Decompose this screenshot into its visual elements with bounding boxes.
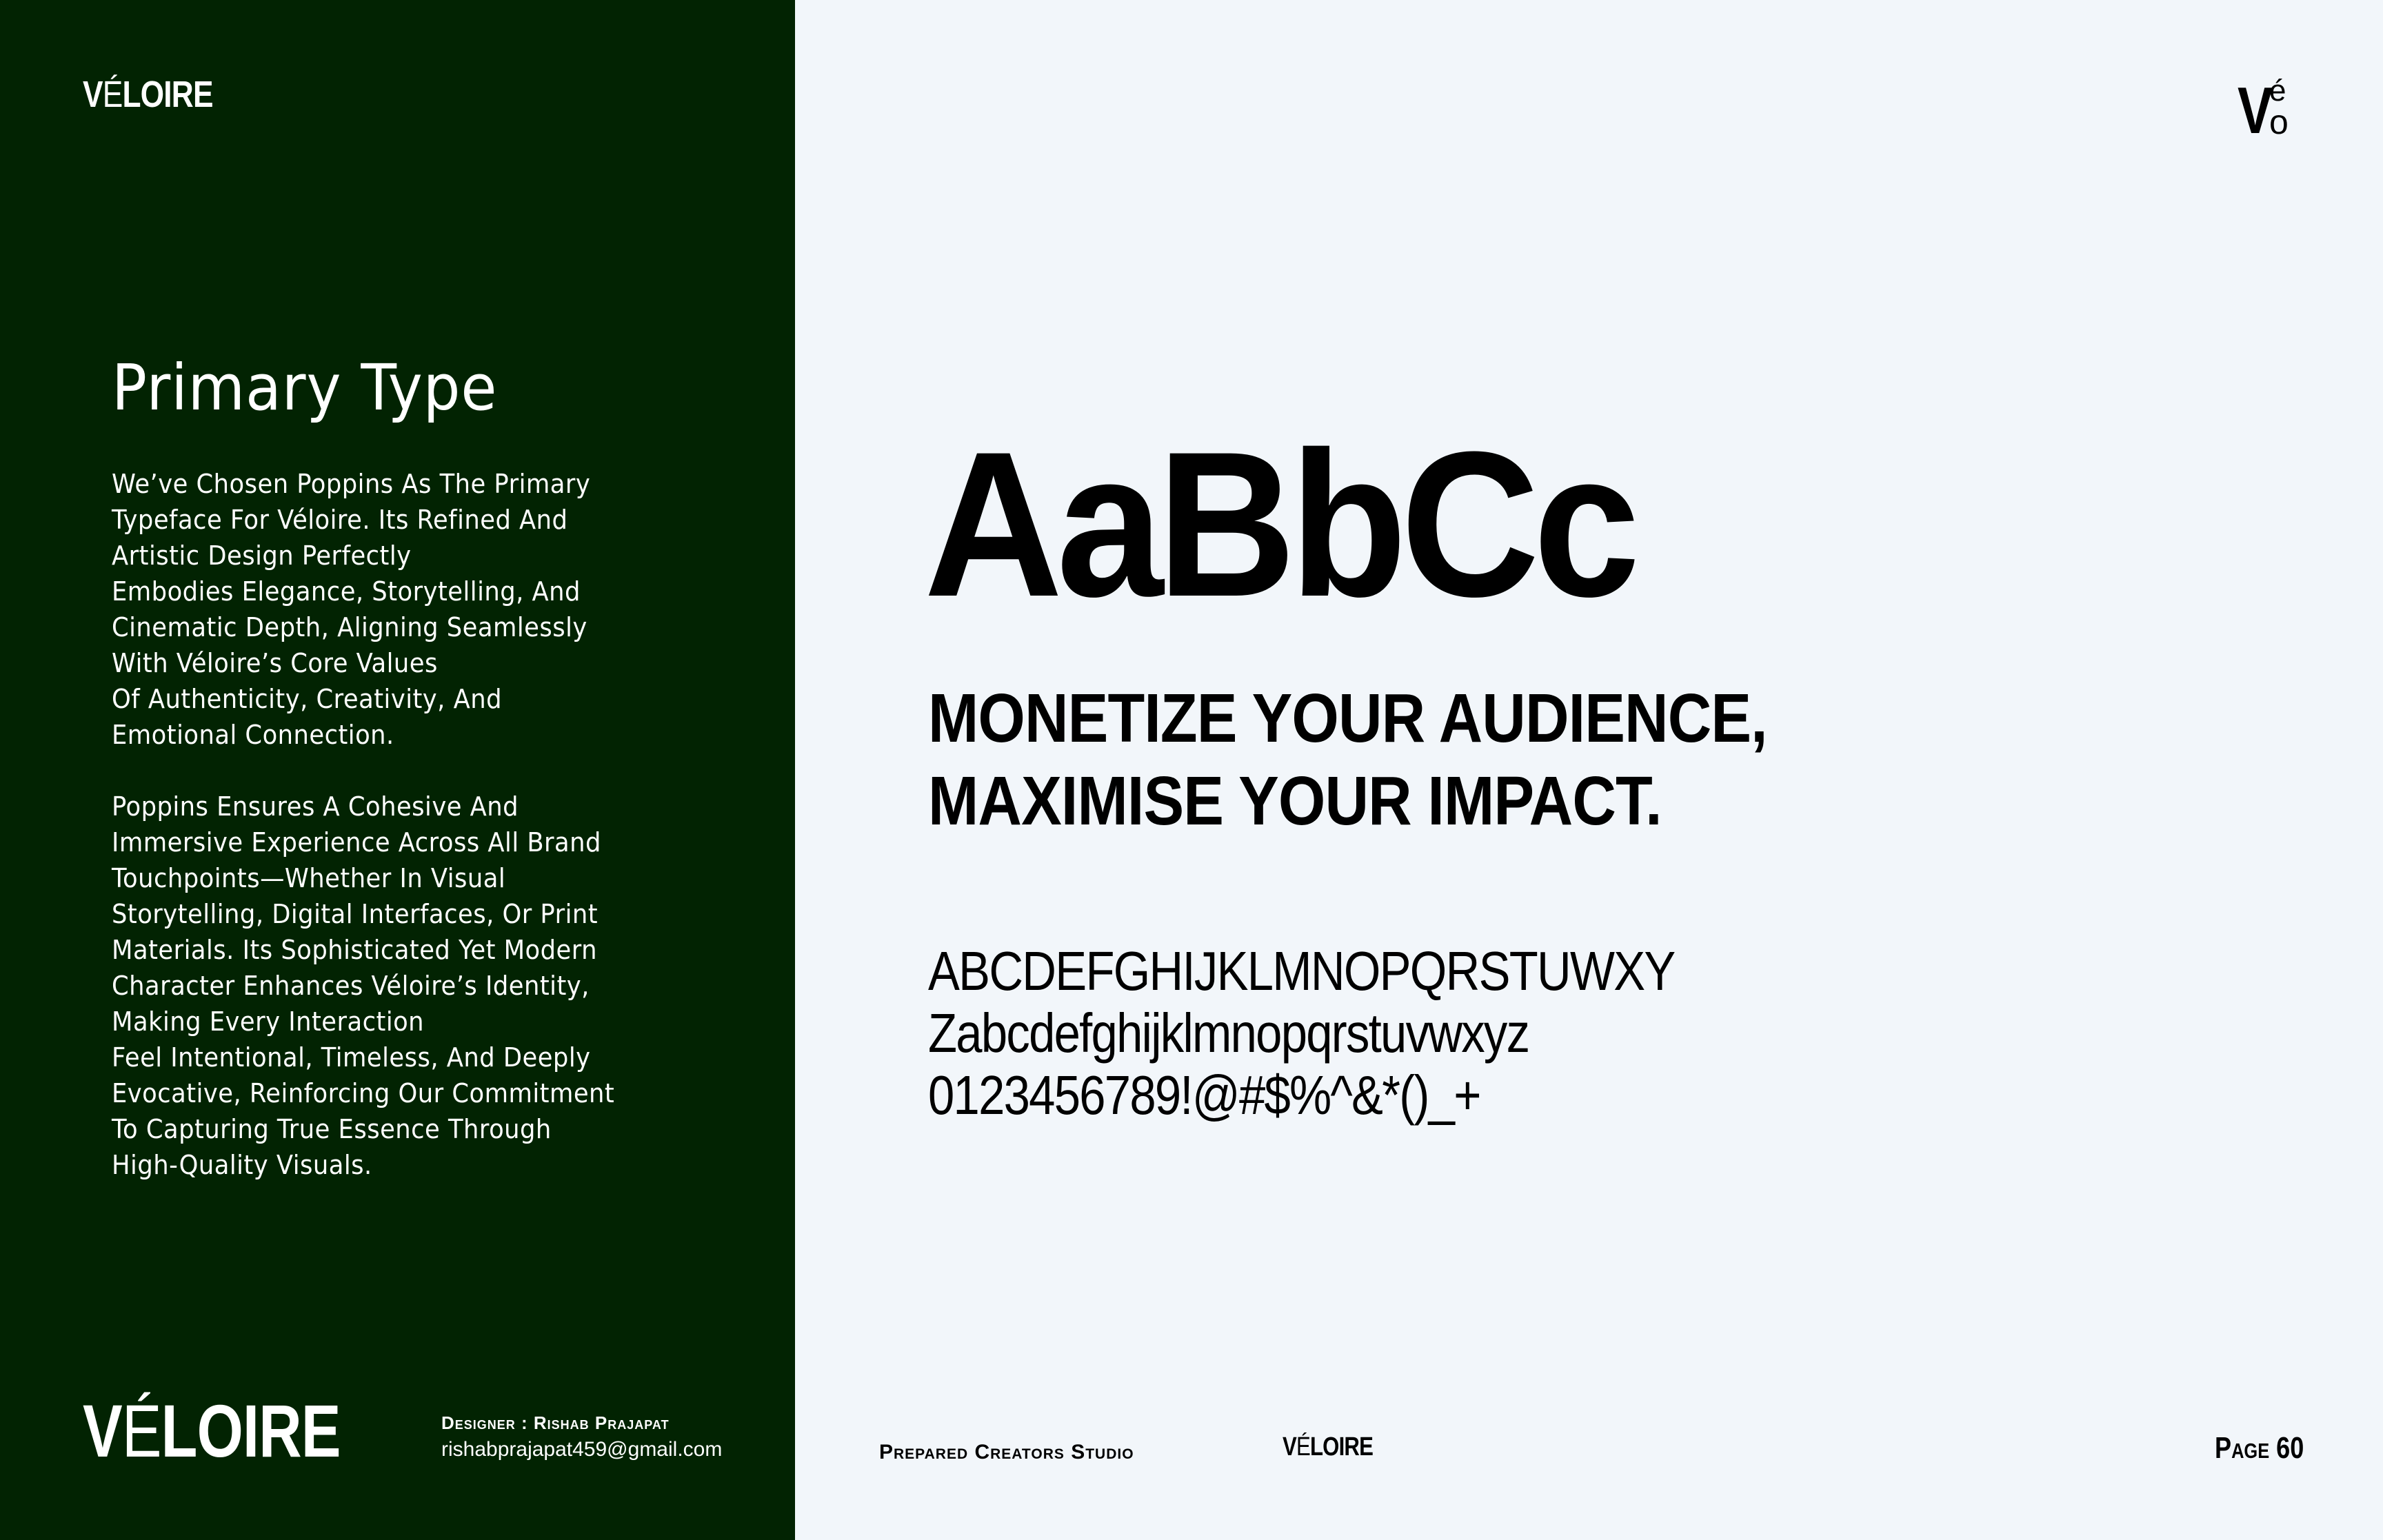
description-paragraph-1	[112, 466, 689, 753]
brand-logo-footer-small	[1283, 1434, 1373, 1460]
brand-logo-top	[83, 76, 213, 113]
logo-letter-e: É	[121, 1389, 161, 1472]
designer-name: Designer : Rishab Prajapat	[441, 1412, 670, 1433]
paragraph-line: Evocative, Reinforcing Our Commitment	[112, 1078, 615, 1108]
paragraph-line: We’ve Chosen Poppins As The Primary	[112, 469, 591, 499]
paragraph-line: Feel Intentional, Timeless, And Deeply	[112, 1042, 591, 1073]
monogram-letter-e: é	[2269, 74, 2286, 108]
footer-studio-name: Prepared Creators Studio	[879, 1441, 1134, 1463]
paragraph-line: Emotional Connection.	[112, 720, 394, 750]
paragraph-line: Embodies Elegance, Storytelling, And	[112, 576, 581, 607]
logo-letters-loire: LOIRE	[1309, 1432, 1374, 1461]
paragraph-line: With Véloire’s Core Values	[112, 648, 438, 678]
designer-email[interactable]: rishabprajapat459@gmail.com	[441, 1438, 723, 1461]
paragraph-line: To Capturing True Essence Through	[112, 1114, 552, 1144]
paragraph-line: Cinematic Depth, Aligning Seamlessly	[112, 612, 587, 642]
description-paragraph-2	[112, 789, 689, 1183]
monogram-letter-v: V	[2238, 74, 2273, 148]
brand-logo-footer	[83, 1389, 341, 1472]
paragraph-line: Poppins Ensures A Cohesive And	[112, 791, 519, 822]
paragraph-line: Of Authenticity, Creativity, And	[112, 684, 502, 714]
glyph-line-uppercase: ABCDEFGHIJKLMNOPQRSTUWXY	[928, 940, 1675, 1002]
page-title: Primary Type	[112, 351, 498, 425]
paragraph-line: Making Every Interaction	[112, 1006, 425, 1037]
paragraph-line: High-Quality Visuals.	[112, 1150, 372, 1180]
brand-monogram	[2238, 74, 2306, 148]
logo-letter-e: É	[102, 74, 123, 115]
logo-letter-v: V	[1283, 1432, 1296, 1461]
paragraph-line: Immersive Experience Across All Brand	[112, 827, 601, 858]
glyph-line-numerals-symbols: 0123456789!@#$%^&*()_+	[928, 1064, 1480, 1126]
logo-letter-e: É	[1296, 1432, 1310, 1461]
type-sample-glyph-set	[928, 940, 1675, 1126]
logo-letter-v: V	[83, 1389, 122, 1472]
logo-letters-loire: LOIRE	[161, 1389, 341, 1472]
paragraph-line: Storytelling, Digital Interfaces, Or Print	[112, 899, 599, 929]
paragraph-line: Materials. Its Sophisticated Yet Modern	[112, 935, 597, 965]
headline-line: MAXIMISE YOUR IMPACT.	[928, 762, 1662, 840]
logo-letters-loire: LOIRE	[122, 74, 213, 115]
paragraph-line: Character Enhances Véloire’s Identity,	[112, 971, 590, 1001]
designer-credit	[441, 1410, 722, 1464]
type-sample-large: AaBbCc	[924, 408, 1634, 640]
type-sample-headline	[928, 677, 1767, 842]
paragraph-line: Artistic Design Perfectly	[112, 540, 412, 571]
headline-line: MONETIZE YOUR AUDIENCE,	[928, 680, 1767, 757]
paragraph-line: Touchpoints—Whether In Visual	[112, 863, 506, 893]
page-number: Page 60	[2215, 1431, 2304, 1465]
monogram-letter-o: o	[2269, 103, 2289, 141]
left-panel	[0, 0, 795, 1540]
paragraph-line: Typeface For Véloire. Its Refined And	[112, 505, 568, 535]
glyph-line-lowercase: Zabcdefghijklmnopqrstuvwxyz	[928, 1002, 1529, 1064]
logo-letter-v: V	[83, 74, 103, 115]
